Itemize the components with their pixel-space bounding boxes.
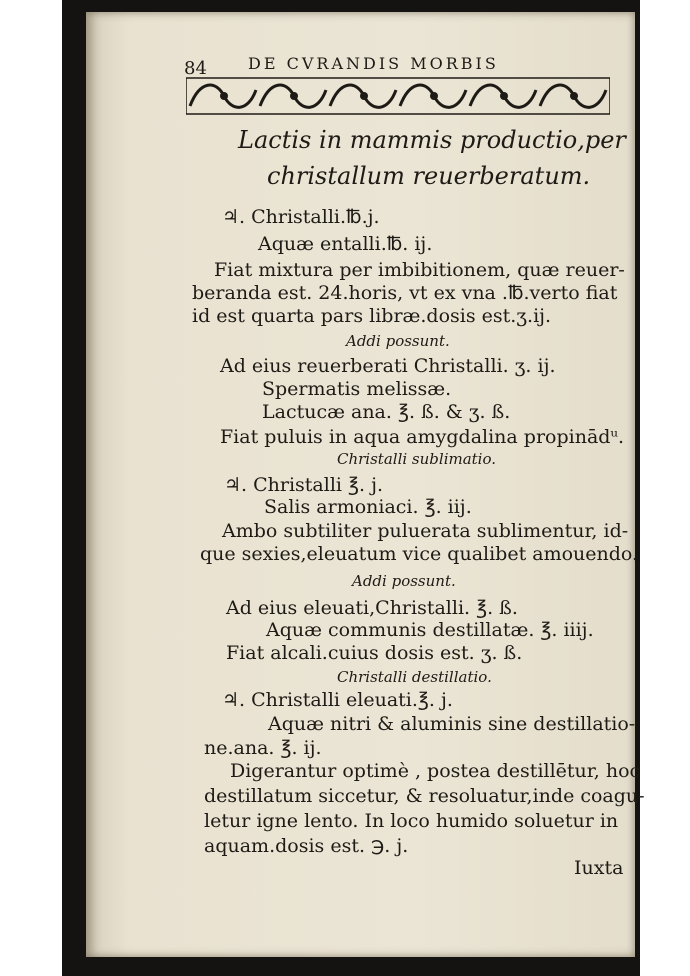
text-line: Addi possunt. xyxy=(346,332,450,350)
text-line: Aquæ entalli.℔. ij. xyxy=(258,233,433,255)
text-line: Fiat alcali.cuius dosis est. ʒ. ß. xyxy=(226,642,523,664)
text-line: destillatum siccetur, & resoluatur,inde coagu- xyxy=(204,785,645,807)
section-title-line-1: Lactis in mammis productio,per xyxy=(238,126,626,154)
section-title-line-2: christallum reuerberatum. xyxy=(267,162,591,190)
text-line: letur igne lento. In loco humido soluetur in xyxy=(204,810,619,832)
text-line: Christalli destillatio. xyxy=(337,668,492,686)
text-line: Aquæ communis destillatæ. ℥. iiij. xyxy=(266,619,594,641)
catchword: Iuxta xyxy=(574,857,624,879)
text-line: ♃. Christalli.℔.j. xyxy=(222,206,380,228)
text-line: Fiat puluis in aqua amygdalina propinādᵘ. xyxy=(220,426,625,448)
text-line: Aquæ nitri & aluminis sine destillatio- xyxy=(268,713,636,735)
text-line: Addi possunt. xyxy=(352,572,456,590)
text-line: Spermatis melissæ. xyxy=(262,378,452,400)
text-line: Salis armoniaci. ℥. iij. xyxy=(264,496,472,518)
text-line: ♃. Christalli eleuati.℥. j. xyxy=(222,689,453,711)
text-line: Ad eius reuerberati Christalli. ʒ. ij. xyxy=(220,355,556,377)
text-line: ♃. Christalli ℥. j. xyxy=(224,474,384,496)
text-line: beranda est. 24.horis, vt ex vna .℔.verto fiat xyxy=(192,282,618,304)
text-line: Fiat mixtura per imbibitionem, quæ reuer- xyxy=(214,259,625,281)
text-line: Ambo subtiliter puluerata sublimentur, id- xyxy=(222,520,629,542)
text-line: Ad eius eleuati,Christalli. ℥. ß. xyxy=(226,597,518,619)
text-line: aquam.dosis est. ℈. j. xyxy=(204,835,409,857)
text-line: Digerantur optimè , postea destillētur, hoc xyxy=(230,760,641,782)
ornamental-band xyxy=(186,76,610,116)
running-title: DE CVRANDIS MORBIS xyxy=(248,54,499,73)
text-line: Lactucæ ana. ℥. ß. & ʒ. ß. xyxy=(262,401,511,423)
text-line: ne.ana. ℥. ij. xyxy=(204,737,322,759)
text-line: Christalli sublimatio. xyxy=(337,450,497,468)
text-line: que sexies,eleuatum vice qualibet amouendo. xyxy=(200,543,639,565)
page-number: 84 xyxy=(184,58,207,79)
text-line: id est quarta pars libræ.dosis est.ʒ.ij. xyxy=(192,305,552,327)
